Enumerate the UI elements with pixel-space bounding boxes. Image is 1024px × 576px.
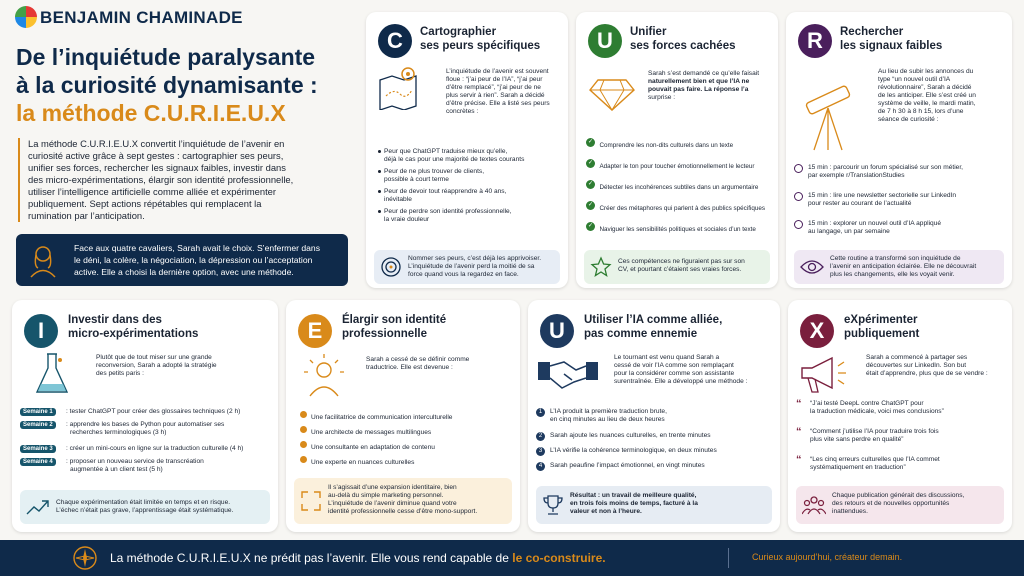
hero-title-2: à la curiosité dynamisante :	[16, 72, 318, 98]
role-item: Une experte en nuances culturelles	[300, 451, 514, 466]
badge-u: U	[588, 24, 622, 58]
strength-item: ✓ Adapter le ton pour toucher émotionnellement le lecteur	[587, 160, 755, 170]
expand-icon	[300, 490, 322, 512]
megaphone-icon	[798, 354, 848, 396]
note-line: valeur et non à l’heure.	[570, 508, 642, 515]
card-note	[584, 250, 770, 284]
compass-icon	[72, 545, 98, 571]
people-icon	[802, 494, 826, 516]
clock-icon	[794, 220, 803, 229]
map-pin-icon	[378, 66, 426, 110]
note-line: l’avenir en anticipation éclairée. Elle ne découvrait	[830, 263, 977, 270]
footer-tagline: Curieux aujourd’hui, créateur demain.	[752, 552, 903, 562]
card-text: système de veille, le mardi matin,	[878, 100, 976, 107]
quote-item: “ “J’ai testé DeepL contre ChatGPT pour la traduction médicale, voici mes conclusions”	[796, 398, 944, 415]
card-text: était d’apprendre, plus que de se vendre :	[866, 370, 988, 377]
note-line: Chaque publication générait des discussions,	[832, 492, 965, 499]
strength-item: ✓ Détecter les incohérences subtiles dans un argumentaire	[587, 181, 759, 191]
badge-r: R	[798, 24, 832, 58]
card-text: de 7 h 30 à 8 h 15, lors d’une	[878, 108, 964, 115]
clock-icon	[794, 192, 803, 201]
note-line: L’inquiétude de l’avenir diminue quand votre	[328, 500, 457, 507]
card-cartographier	[366, 12, 568, 288]
card-title-1: Investir dans des	[68, 314, 162, 326]
step-number: 2	[536, 432, 545, 441]
card-text: traductrice. Elle est devenue :	[366, 364, 453, 371]
strength-item: ✓ Comprendre les non-dits culturels dans un texte	[587, 139, 734, 149]
footer-text: La méthode C.U.R.I.E.U.X ne prédit pas l’avenir. Elle vous rend capable de	[110, 551, 509, 565]
card-elargir	[286, 300, 520, 532]
card-title-1: eXpérimenter	[844, 314, 918, 326]
user-icon	[300, 441, 307, 448]
week-item: Semaine 4 : proposer un nouveau service de transcréation augmentée à un client test (5 h)	[20, 458, 274, 478]
note-line: au-delà du simple marketing personnel.	[328, 492, 444, 499]
note-line: inattendues.	[832, 508, 868, 515]
footer-highlight: le co-construire.	[512, 551, 606, 565]
brand-logo-icon	[15, 6, 37, 28]
week-item: Semaine 2 : apprendre les bases de Python pour automatiser ses recherches terminologiques (3 h)	[20, 421, 274, 445]
step-number: 1	[536, 408, 545, 417]
card-investir	[12, 300, 278, 532]
hero-intro	[18, 138, 348, 222]
card-text: naturellement bien et que l’IA ne	[648, 78, 750, 85]
card-text: des petits paris :	[96, 370, 145, 377]
telescope-icon	[800, 74, 860, 154]
note-line: Chaque expérimentation était limitée en temps et en risque.	[56, 499, 231, 506]
diamond-icon	[588, 72, 636, 112]
card-text: séance de curiosité :	[878, 116, 939, 123]
card-experimenter	[788, 300, 1012, 532]
intro-line: utiliser l’intelligence artificielle comme alliée et expérimenter	[28, 186, 277, 197]
badge-x: X	[800, 314, 834, 348]
card-text: cessé de voir l’IA comme son remplaçant	[614, 362, 734, 369]
hero-title-3: la méthode C.U.R.I.E.U.X	[16, 100, 286, 126]
card-title-2: ses forces cachées	[630, 40, 736, 52]
card-text: type “un nouvel outil d’IA	[878, 76, 951, 83]
handshake-icon	[536, 356, 600, 396]
card-text: L’inquiétude de l’avenir est souvent	[446, 68, 549, 75]
card-text: surprise :	[648, 94, 676, 101]
quote-icon: “	[796, 454, 802, 466]
user-icon	[300, 456, 307, 463]
step-number: 4	[536, 462, 545, 471]
note-line: Résultat : un travail de meilleure qualité,	[570, 492, 697, 499]
quote-item: “ “Les cinq erreurs culturelles que l’IA commet systématiquement en traduction”	[796, 454, 940, 471]
watch-item: 15 min : lire une newsletter sectorielle sur LinkedIn pour rester au courant de l’actualité	[794, 192, 1006, 220]
card-title-1: Utiliser l’IA comme alliée,	[584, 314, 723, 326]
note-line: en trois fois moins de temps, facturé à la	[570, 500, 698, 507]
card-title-2: ses peurs spécifiques	[420, 40, 541, 52]
note-line: Nommer ses peurs, c’est déjà les apprivoiser.	[408, 255, 542, 262]
card-text: floue : “j’ai peur de l’IA”, “j’ai peur	[446, 76, 543, 83]
note-line: plus les changements, elle les voyait venir.	[830, 271, 955, 278]
check-icon: ✓	[587, 160, 594, 167]
card-note	[536, 486, 772, 524]
intro-line: des micro-expérimentations, élargir son identité professionnelle,	[28, 174, 294, 185]
card-utiliser	[528, 300, 780, 532]
fear-item: Peur de perdre son identité professionnelle, la vraie douleur	[378, 208, 562, 224]
quote-line: Face aux quatre cavaliers, Sarah avait le choix. S’enfermer dans	[74, 243, 321, 253]
trend-icon	[26, 498, 50, 516]
intro-line: publiquement. Sept actions répétables qui remplacent la	[28, 198, 262, 209]
card-text: Sarah s’est demandé ce qu’elle faisait	[648, 70, 760, 77]
step-item: 1 L’IA produit la première traduction brute, en cinq minutes au lieu de deux heures	[536, 408, 776, 432]
badge-e: E	[298, 314, 332, 348]
person-icon	[302, 352, 346, 398]
check-icon: ✓	[587, 139, 594, 146]
card-text: Le tournant est venu quand Sarah a	[614, 354, 720, 361]
note-line: Il s’agissait d’une expansion identitaire, bien	[328, 484, 457, 491]
role-item: Une architecte de messages multilingues	[300, 421, 514, 436]
woman-icon	[26, 242, 60, 278]
card-text: Sarah a commencé à partager ses	[866, 354, 968, 361]
badge-c: C	[378, 24, 412, 58]
card-note	[796, 486, 1004, 524]
week-item: Semaine 3 : créer un mini-cours en ligne sur la traduction culturelle (4 h)	[20, 445, 274, 458]
strength-item: ✓ Naviguer les sensibilités politiques et sociales d’un texte	[587, 223, 756, 233]
card-text: d’être remplacé”, “j’ai peur de ne	[446, 84, 541, 91]
target-icon	[380, 256, 402, 278]
star-icon	[590, 256, 612, 278]
step-number: 3	[536, 447, 545, 456]
check-icon: ✓	[587, 223, 594, 230]
card-text: pouvait pas faire. La réponse l’a	[648, 86, 749, 93]
flask-icon	[34, 352, 70, 396]
intro-line: curiosité active grâce à sept gestes : cartographier ses peurs,	[28, 150, 284, 161]
user-icon	[300, 426, 307, 433]
card-text: Plutôt que de tout miser sur une grande	[96, 354, 212, 361]
footer-divider	[728, 548, 729, 568]
quote-line: le déni, la colère, la négociation, la dépression ou l’acceptation	[74, 255, 313, 265]
card-title-2: pas comme ennemie	[584, 328, 698, 340]
eye-icon	[800, 258, 824, 276]
step-item: 2 Sarah ajoute les nuances culturelles, en trente minutes	[536, 432, 776, 447]
badge-i: I	[24, 314, 58, 348]
watch-item: 15 min : parcourir un forum spécialisé sur son métier, par exemple r/TranslationStudies	[794, 164, 1006, 192]
role-item: Une consultante en adaptation de contenu	[300, 436, 514, 451]
card-text: révolutionnaire”, Sarah a décidé	[878, 84, 972, 91]
card-title-2: professionnelle	[342, 328, 427, 340]
note-line: des retours et de nouvelles opportunités	[832, 500, 950, 507]
card-text: concrètes :	[446, 108, 479, 115]
quote-line: active. Elle a choisi la dernière option, avec une méthode.	[74, 267, 294, 277]
card-text: Au lieu de subir les annonces du	[878, 68, 974, 75]
card-note	[794, 250, 1004, 284]
step-item: 3 L’IA vérifie la cohérence terminologique, en deux minutes	[536, 447, 776, 462]
card-note	[20, 490, 270, 524]
card-text: de les anticiper. Elle s’est créé un	[878, 92, 976, 99]
note-line: Ces compétences ne figuraient pas sur son	[618, 258, 745, 265]
footer-bar	[0, 540, 1024, 576]
card-title-1: Élargir son identité	[342, 314, 447, 326]
card-title-1: Cartographier	[420, 26, 497, 38]
card-text: plus servir à rien”. Sarah a décidé	[446, 92, 545, 99]
quote-item: “ “Comment j’utilise l’IA pour traduire trois fois plus vite sans perdre en qualité”	[796, 426, 939, 443]
note-line: L’inquiétude de l’avenir perd la moitié de sa	[408, 263, 535, 270]
card-title-1: Unifier	[630, 26, 667, 38]
card-unifier	[576, 12, 778, 288]
card-title-1: Rechercher	[840, 26, 904, 38]
card-note	[374, 250, 560, 284]
card-text: Sarah a cessé de se définir comme	[366, 356, 470, 363]
quote-icon: “	[796, 398, 802, 410]
card-text: pour la considérer comme son assistante	[614, 370, 735, 377]
hero-title-1: De l’inquiétude paralysante	[16, 44, 316, 70]
card-title-2: publiquement	[844, 328, 920, 340]
trophy-icon	[542, 494, 564, 516]
card-text: surentraînée. Elle a développé une méthode :	[614, 378, 748, 385]
brand-name: BENJAMIN CHAMINADE	[40, 8, 243, 27]
week-item: Semaine 1 : tester ChatGPT pour créer des glossaires techniques (2 h)	[20, 408, 274, 421]
strength-item: ✓ Créer des métaphores qui parlent à des publics spécifiques	[587, 202, 766, 212]
card-rechercher	[786, 12, 1012, 288]
card-note	[294, 478, 512, 524]
step-item: 4 Sarah peaufine l’impact émotionnel, en vingt minutes	[536, 462, 776, 477]
card-title-2: les signaux faibles	[840, 40, 943, 52]
clock-icon	[794, 164, 803, 173]
card-text: reconversion, Sarah a adopté la stratégie	[96, 362, 217, 369]
note-line: L’échec n’était pas grave, l’apprentissage était systématique.	[56, 507, 234, 514]
note-line: force quand vous la regardez en face.	[408, 271, 519, 278]
intro-line: La méthode C.U.R.I.E.U.X convertit l’inquiétude de l’avenir en	[28, 138, 285, 149]
hero-quote-box	[16, 234, 348, 286]
card-title-2: micro-expérimentations	[68, 328, 199, 340]
fear-item: Peur de ne plus trouver de clients, possible à court terme	[378, 168, 562, 184]
note-line: identité professionnelle cesse d’être mono-support.	[328, 508, 478, 515]
note-line: CV, et pourtant c’étaient ses vraies forces.	[618, 266, 742, 273]
badge-u2: U	[540, 314, 574, 348]
fear-item: Peur que ChatGPT traduise mieux qu’elle, déjà le cas pour une majorité de textes courants	[378, 148, 562, 164]
role-item: Une facilitatrice de communication interculturelle	[300, 406, 514, 421]
note-line: Cette routine a transformé son inquiétude de	[830, 255, 961, 262]
card-text: découvertes sur LinkedIn. Son but	[866, 362, 967, 369]
fear-item: Peur de devoir tout réapprendre à 40 ans, inévitable	[378, 188, 562, 204]
intro-line: rumination par l’anticipation.	[28, 210, 145, 221]
card-text: d’être précise. Elle a listé ses peurs	[446, 100, 550, 107]
intro-line: unifier ses forces, rechercher les signaux faibles, investir dans	[28, 162, 286, 173]
watch-item: 15 min : explorer un nouvel outil d’IA appliqué au langage, un par semaine	[794, 220, 1006, 248]
user-icon	[300, 411, 307, 418]
check-icon: ✓	[587, 202, 594, 209]
quote-icon: “	[796, 426, 802, 438]
check-icon: ✓	[587, 181, 594, 188]
